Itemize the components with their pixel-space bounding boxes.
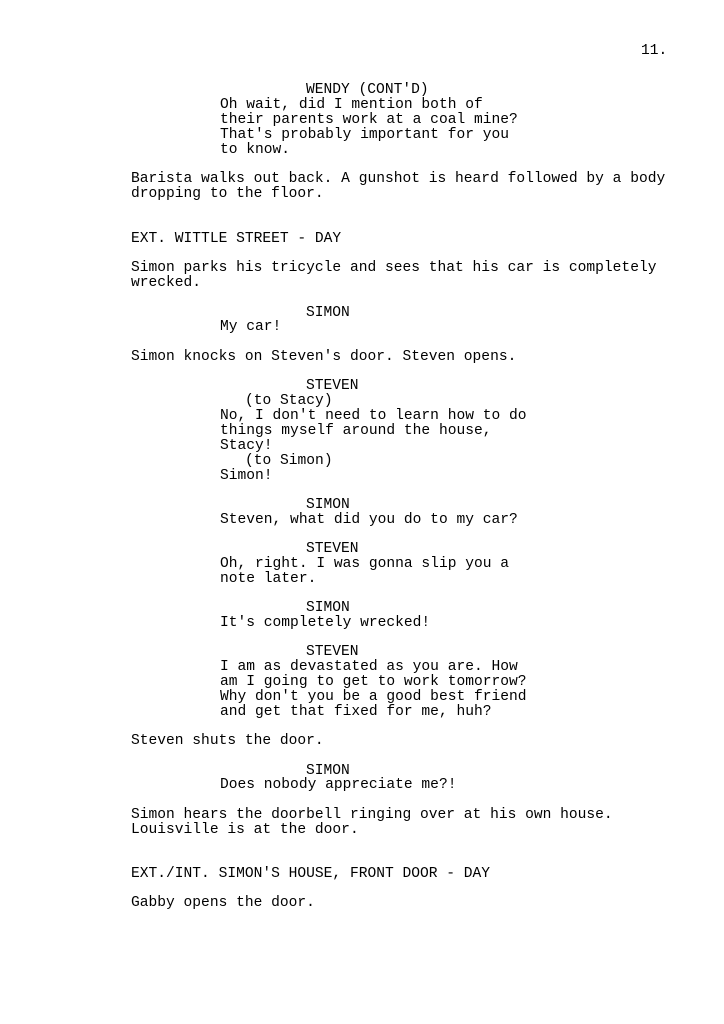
dialogue-line: My car! [220, 319, 282, 335]
scene-heading: EXT./INT. SIMON'S HOUSE, FRONT DOOR - DAY [131, 866, 491, 882]
dialogue-line: their parents work at a coal mine? [220, 112, 518, 128]
character-name-steven: STEVEN [306, 541, 359, 557]
action-line: Simon hears the doorbell ringing over at his own house. [131, 807, 613, 823]
dialogue-line: Why don't you be a good best friend [220, 689, 527, 705]
dialogue-line: note later. [220, 571, 317, 587]
dialogue-line: It's completely wrecked! [220, 615, 431, 631]
action-line: Steven shuts the door. [131, 733, 324, 749]
dialogue-line: Stacy! [220, 438, 273, 454]
action-line: wrecked. [131, 275, 202, 291]
action-line: Simon knocks on Steven's door. Steven opens. [131, 349, 517, 365]
dialogue-line: to know. [220, 142, 291, 158]
parenthetical: (to Simon) [245, 453, 333, 469]
dialogue-line: Oh wait, did I mention both of [220, 97, 483, 113]
character-name-simon: SIMON [306, 497, 350, 513]
character-name-simon: SIMON [306, 600, 350, 616]
scene-heading: EXT. WITTLE STREET - DAY [131, 231, 342, 247]
character-name-steven: STEVEN [306, 644, 359, 660]
dialogue-line: I am as devastated as you are. How [220, 659, 518, 675]
dialogue-line: Oh, right. I was gonna slip you a [220, 556, 510, 572]
action-line: Louisville is at the door. [131, 822, 359, 838]
character-name-simon: SIMON [306, 305, 350, 321]
dialogue-line: No, I don't need to learn how to do [220, 408, 527, 424]
dialogue-line: Simon! [220, 468, 273, 484]
action-line: Simon parks his tricycle and sees that his car is completely [131, 260, 657, 276]
action-line: Gabby opens the door. [131, 895, 315, 911]
parenthetical: (to Stacy) [245, 393, 333, 409]
character-name-simon: SIMON [306, 763, 350, 779]
action-line: dropping to the floor. [131, 186, 324, 202]
dialogue-line: am I going to get to work tomorrow? [220, 674, 527, 690]
page-number: 11. [641, 43, 668, 59]
character-name-wendy: WENDY (CONT'D) [306, 82, 429, 98]
dialogue-line: and get that fixed for me, huh? [220, 704, 492, 720]
action-line: Barista walks out back. A gunshot is heard followed by a body [131, 171, 666, 187]
dialogue-line: Steven, what did you do to my car? [220, 512, 518, 528]
dialogue-line: Does nobody appreciate me?! [220, 777, 457, 793]
character-name-steven: STEVEN [306, 378, 359, 394]
dialogue-line: That's probably important for you [220, 127, 510, 143]
dialogue-line: things myself around the house, [220, 423, 492, 439]
